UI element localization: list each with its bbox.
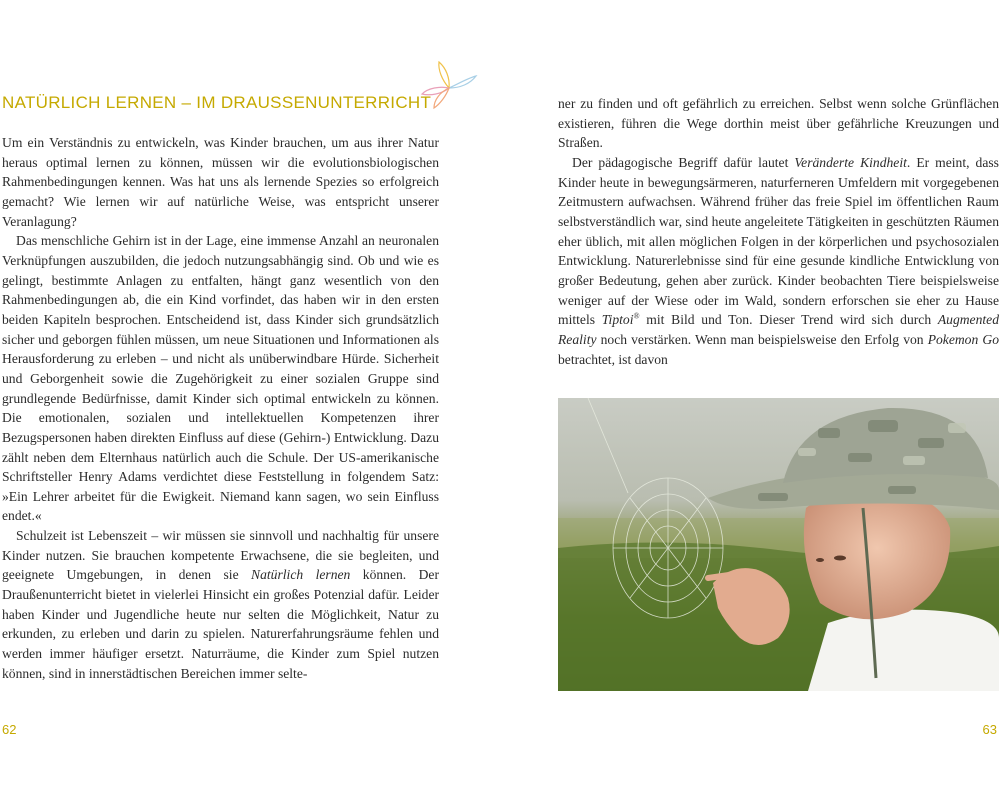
section-heading: NATÜRLICH LERNEN – IM DRAUSSENUNTERRICHT: [2, 93, 432, 112]
child-spiderweb-photo: [558, 398, 999, 691]
paragraph: [558, 153, 999, 369]
emphasis: Veränderte Kindheit: [794, 154, 907, 170]
text-run: Schulzeit ist Lebenszeit – wir müssen sie sinnvoll und nachhaltig für unsere Kinder nutzen. Sie brauchen kompetente Erwachsene, die sie begleiten, und geeignete Umgebungen, in denen sie: [2, 528, 439, 583]
text-run: Der pädagogische Begriff dafür lautet: [572, 154, 795, 170]
text-run: noch verstärken. Wenn man beispielsweise den Erfolg von: [596, 331, 928, 347]
emphasis: Pokemon Go: [927, 331, 999, 347]
paragraph: Um ein Verständnis zu entwickeln, was Kinder brauchen, um aus ihrer Natur heraus optimal lernen zu können, müssen wir die evolutionsbiologischen Rahmenbedingungen kennen. Was hat uns als lernende Spezies so erfolgreich gemacht? Wie lernen wir auf natürliche Weise, was entspricht unserer Veranlagung?: [2, 135, 439, 229]
text-run: mit Bild und Ton. Dieser Trend wird sich durch: [639, 312, 938, 328]
paragraph: Das menschliche Gehirn ist in der Lage, eine immense Anzahl an neuronalen Verknüpfungen auszubilden, die jedoch nutzungsabhängig sind. Ob und wie es gelingt, bestimmte Anlagen zu entfalten, hängt ganz wesentlich von den Rahmenbedingungen ab, die ein Kind vorfindet, das haben wir in den ersten beiden Kapiteln besprochen. Entscheidend ist, dass Kinder sich grundsätzlich sicher und geborgen fühlen müssen, um neue Situationen und Informationen als Herausforderung zu erleben – und nicht als unüberwindbare Hürde. Sicherheit und Geborgenheit sowie die Zugehörigkeit zu einer sozialen Gruppe sind grundlegende Bedürfnisse, damit Kinder sich optimal entwickeln zu können. Die emotionalen, sozialen und intellektuellen Kompetenzen ihrer Bezugspersonen haben direkten Einfluss auf diese (Gehirn-) Entwicklung. Dazu zählt neben dem Elternhaus natürlich auch die Schule. Der US-amerikanische Schriftsteller Henry Adams verdichtet diese Feststellung in folgendem Satz: »Ein Lehrer arbeitet für die Ewigkeit. Niemand kann sagen, wo sein Einfluss endet.«: [2, 233, 439, 524]
paragraph: [2, 526, 439, 683]
page-number-right: 63: [982, 722, 997, 737]
flower-ornament-icon: [418, 58, 480, 110]
left-text-column: [2, 133, 439, 683]
page-number-left: 62: [2, 722, 17, 737]
right-text-column: [558, 94, 999, 369]
emphasis: Augmented Reality: [558, 312, 999, 347]
text-run: . Er meint, dass Kinder heute in bewegungsärmeren, naturferneren Umfeldern mit vorgegebenen Zeitmustern aufwachsen. Während früher das freie Spiel im öffentlichen Raum selbstverständlich war, sind heute angeleitete Tätigkeiten in geschützten Räumen eher üblich, mit allen möglichen Folgen in der körperlichen und psychosozialen Entwicklung. Naturerlebnisse sind für eine gesunde kindliche Entwicklung von großer Bedeutung, gehen aber zurück. Kinder beobachten Tiere beispielsweise weniger auf der Wiese oder im Wald, sondern erforschen sie eher zu Hause mittels: [558, 154, 999, 328]
text-run: betrachtet, ist davon: [558, 351, 668, 367]
text-run: können. Der Draußenunterricht bietet in vielerlei Hinsicht ein großes Potenzial dafür. Leider haben Kinder und Jugendliche heute nur selten die Möglichkeit, Natur zu erkunden, zu erleben und darin zu spielen. Naturerfahrungsräume fehlen und werden immer häufiger ersetzt. Naturräume, die Kinder zum Spiel nutzen können, sind in innerstädtischen Bereichen immer selte-: [2, 567, 439, 681]
registered-mark: ®: [633, 311, 640, 321]
emphasis: Natürlich lernen: [251, 567, 351, 583]
paragraph: ner zu finden und oft gefährlich zu erreichen. Selbst wenn solche Grünflächen existieren, führen die Wege dorthin meist über gefährliche Kreuzungen und Straßen.: [558, 96, 999, 151]
emphasis: Tiptoi: [601, 312, 634, 328]
